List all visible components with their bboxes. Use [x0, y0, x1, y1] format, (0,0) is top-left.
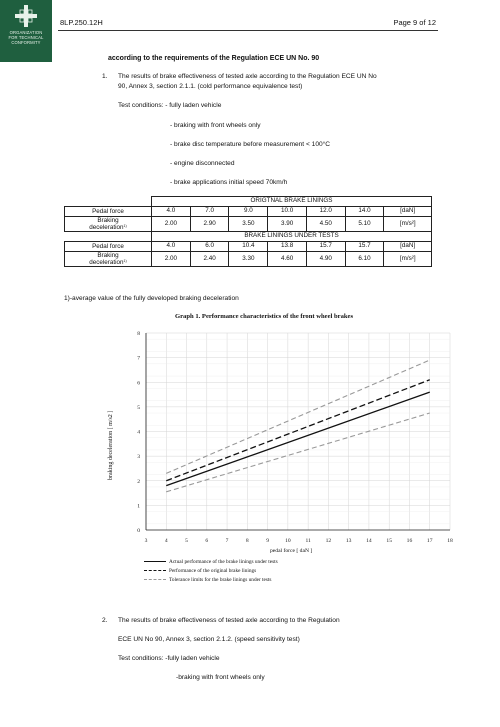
legend-item: Actual performance of the brake linings under tests: [144, 557, 278, 566]
series-line: [166, 413, 429, 492]
table-row: Pedal force 4.0 6.0 10.4 13.8 15.7 15.7 [daN]: [65, 241, 432, 251]
y-tick-label: 0: [137, 528, 140, 534]
y-tick-label: 4: [137, 429, 140, 436]
x-tick-label: 4: [164, 538, 168, 544]
x-tick-label: 7: [225, 538, 229, 544]
table-row: Braking deceleration$^{1)}$ 2.00 2.40 3.30 4.60 4.90 6.10 [m/s²]: [65, 251, 432, 266]
x-tick-label: 14: [366, 538, 372, 544]
condition-item: - brake disc temperature before measurement < 100°C: [170, 141, 331, 148]
legend-swatch: [144, 579, 166, 580]
section2-text-line2: ECE UN No 90, Annex 3, section 2.1.2. (speed sensitivity test): [118, 636, 300, 643]
organization-name: ORGANIZATION FOR TECHNICAL CONFORMITY: [8, 30, 44, 45]
x-tick-label: 18: [447, 538, 453, 544]
y-tick-label: 5: [137, 404, 140, 411]
series-line: [166, 380, 429, 481]
x-tick-label: 12: [325, 538, 332, 544]
chart-legend: [144, 557, 278, 584]
x-tick-label: 15: [386, 538, 392, 544]
y-tick-label: 2: [137, 478, 140, 485]
chart-x-axis-label: pedal force [ daN ]: [270, 548, 313, 554]
x-tick-label: 11: [305, 538, 311, 544]
document-code: 8LP.250.12H: [60, 18, 103, 27]
table-row: Braking deceleration$^{1)}$ 2.00 2.90 3.50 3.90 4.50 5.10 [m/s²]: [65, 216, 432, 231]
condition-item: - braking with front wheels only: [170, 122, 261, 129]
y-tick-label: 7: [137, 355, 140, 362]
section1-conditions-label: Test conditions: - fully laden vehicle: [118, 102, 222, 109]
under-test-linings-title: BRAKE LININGS UNDER TESTS: [152, 231, 432, 241]
section2-conditions-label: Test conditions: -fully laden vehicle: [118, 655, 220, 662]
condition-item: -braking with front wheels only: [176, 674, 265, 681]
section2-number: 2.: [102, 617, 108, 624]
section1-number: 1.: [102, 73, 108, 80]
x-tick-label: 6: [205, 538, 209, 544]
chart-y-axis-label: braking deceleration [ m/s2 ]: [108, 410, 114, 480]
y-tick-label: 6: [137, 380, 140, 387]
y-tick-label: 3: [137, 454, 140, 461]
original-linings-title: ORIGTNAL BRAKE LININGS: [152, 197, 432, 207]
section1-text-line2: 90, Annex 3, section 2.1.1. (cold performance equivalence test): [118, 83, 303, 90]
legend-swatch: [144, 570, 166, 571]
section2-text-line1: The results of brake effectiveness of tested axle according to the Regulation: [118, 617, 340, 624]
x-tick-label: 8: [245, 538, 249, 544]
x-tick-label: 17: [426, 538, 433, 544]
x-tick-label: 5: [185, 538, 188, 544]
chart-title: Graph 1. Performance characteristics of the front wheel brakes: [175, 313, 354, 320]
footnote: 1)-average value of the fully developed braking deceleration: [64, 295, 239, 302]
legend-item: Performance of the original brake linings: [144, 566, 278, 575]
x-tick-label: 3: [144, 538, 148, 544]
legend-swatch: [144, 561, 166, 562]
y-tick-label: 1: [137, 503, 140, 510]
regulation-heading: according to the requirements of the Regulation ECE UN No. 90: [108, 55, 320, 62]
legend-item: Tolerance limits for the brake linings under tests: [144, 575, 278, 584]
x-tick-label: 9: [266, 538, 269, 544]
y-tick-label: 8: [137, 331, 140, 337]
page-number: Page 9 of 12: [393, 18, 436, 27]
section1-text-line1: The results of brake effectiveness of tested axle according to the Regulation ECE UN No: [118, 73, 377, 80]
x-tick-label: 10: [285, 538, 291, 544]
x-tick-label: 13: [345, 538, 352, 544]
table-row: Pedal force 4.0 7.0 9.0 10.0 12.0 14.0 [daN]: [65, 206, 432, 216]
condition-item: - engine disconnected: [170, 160, 235, 167]
condition-item: - brake applications initial speed 70km/h: [170, 179, 288, 186]
series-line: [166, 392, 429, 486]
x-tick-label: 16: [406, 538, 413, 544]
